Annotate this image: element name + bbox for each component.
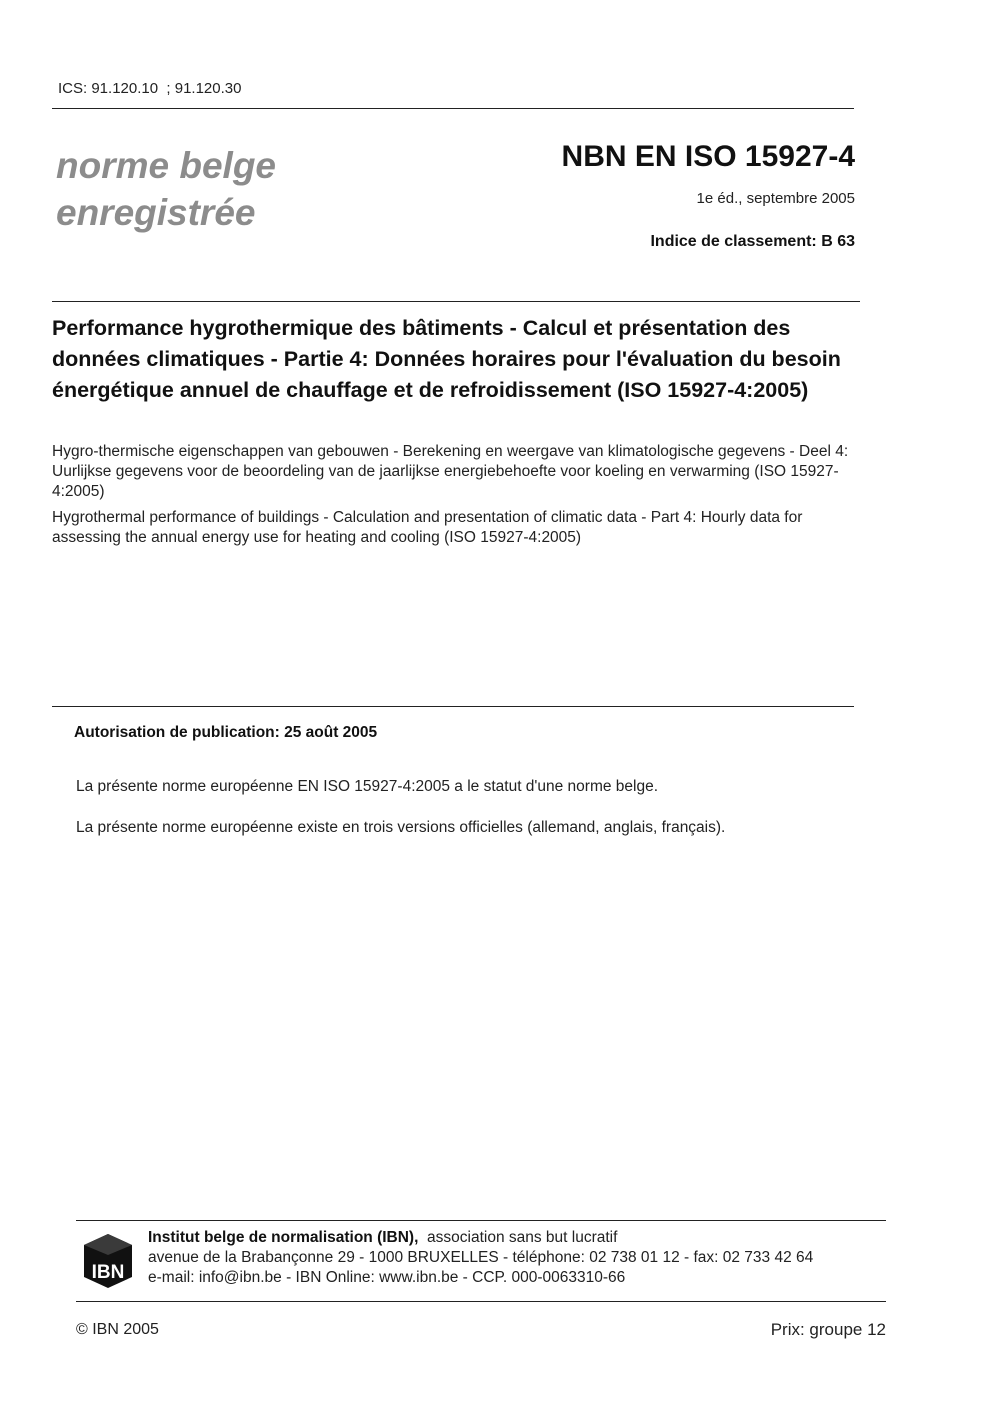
institute-contact: [148, 1228, 813, 1288]
ibn-logo-icon: [82, 1233, 134, 1289]
copyright: © IBN 2005: [76, 1321, 159, 1338]
title-divider: [52, 301, 860, 302]
status-note: La présente norme européenne EN ISO 15927-4:2005 a le statut d'une norme belge.: [76, 778, 659, 795]
title-dutch: Hygro-thermische eigenschappen van gebouwen - Berekening en weergave van klimatologische gegevens - Deel 4: Uurlijkse gegevens voor de beoordeling van de jaarlijkse energiebehoefte voor koeling en verwarming (ISO 15927-4:2005): [52, 443, 849, 500]
ics-codes: ICS: 91.120.10 ; 91.120.30: [58, 80, 242, 97]
header-divider: [52, 108, 854, 109]
footer-bottom-divider: [76, 1301, 886, 1302]
ibn-logo-letters: IBN: [91, 1262, 125, 1283]
title-english: Hygrothermal performance of buildings - Calculation and presentation of climatic data - Part 4: Hourly data for assessing the annual energy use for heating and cooling (ISO 15927-4:2005): [52, 509, 803, 546]
classification-index: Indice de classement: B 63: [650, 233, 855, 250]
publication-authorisation: Autorisation de publication: 25 août 2005: [74, 724, 378, 741]
institute-online: e-mail: info@ibn.be - IBN Online: www.ibn.be - CCP. 000-0063310-66: [148, 1269, 626, 1286]
standard-number: NBN EN ISO 15927-4: [561, 140, 855, 173]
price-group: Prix: groupe 12: [770, 1320, 886, 1339]
brand-line-2: enregistrée: [56, 192, 256, 233]
versions-note: La présente norme européenne existe en trois versions officielles (allemand, anglais, français).: [76, 819, 726, 836]
edition-info: 1e éd., septembre 2005: [696, 190, 855, 207]
institute-name: Institut belge de normalisation (IBN),: [148, 1229, 419, 1246]
institute-name-line: [148, 1228, 813, 1248]
publication-divider: [52, 706, 854, 707]
title-french: Performance hygrothermique des bâtiments - Calcul et présentation des données climatiques - Partie 4: Données horaires pour l'évaluation du besoin énergétique annuel de chauffage et de refroidissement (ISO 15927-4:2005): [52, 316, 841, 402]
footer-top-divider: [76, 1220, 886, 1221]
institute-address: avenue de la Brabançonne 29 - 1000 BRUXELLES - téléphone: 02 738 01 12 - fax: 02 733 42 64: [148, 1249, 814, 1266]
brand-line-1: norme belge: [56, 145, 276, 186]
institute-type: association sans but lucratif: [427, 1229, 618, 1246]
brand-label: [56, 142, 276, 236]
